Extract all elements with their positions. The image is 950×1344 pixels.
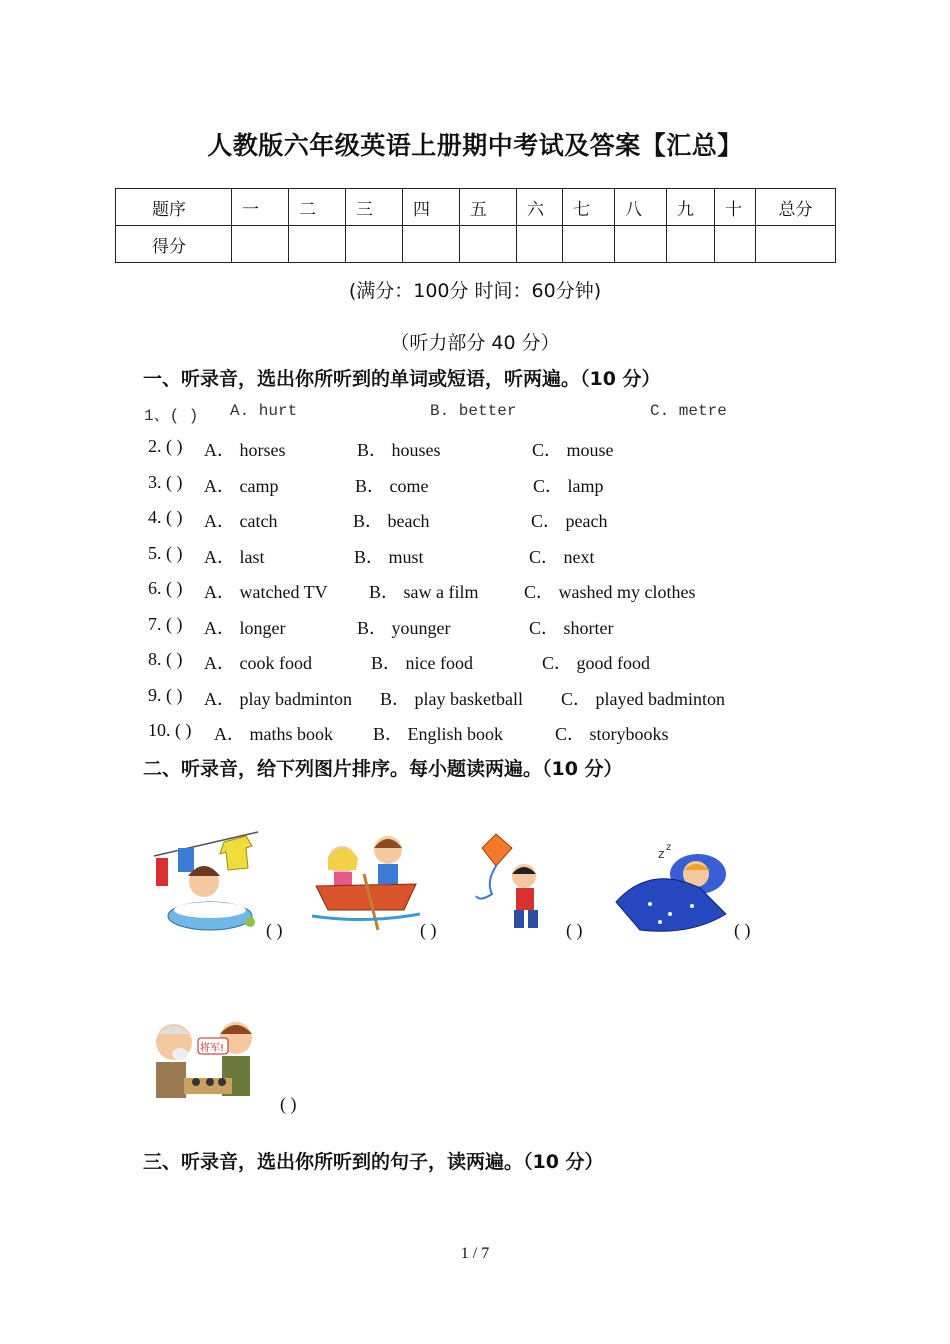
table-header-cell: 五 [460,189,517,226]
option-c[interactable]: C． shorter [529,618,614,638]
table-header-cell: 六 [517,189,563,226]
option-c[interactable]: C． played badminton [561,689,725,709]
rowing-boat-image [312,830,420,934]
question-number: 8. ( ) [148,649,183,669]
option-a[interactable]: A． maths book [214,724,333,744]
score-label-cell: 得分 [116,226,232,263]
question-number: 3. ( ) [148,472,183,492]
table-header-cell: 总分 [756,189,836,226]
answer-blank[interactable]: ( ) [566,920,583,940]
table-header-cell: 九 [667,189,715,226]
table-header-cell: 题序 [116,189,232,226]
table-header-cell: 七 [563,189,615,226]
score-cell[interactable] [460,226,517,263]
question-number: 9. ( ) [148,685,183,705]
question-number: 10. ( ) [148,720,192,740]
question-number: 2. ( ) [148,436,183,456]
answer-blank[interactable]: ( ) [734,920,751,940]
table-header-cell: 八 [615,189,667,226]
score-cell[interactable] [232,226,289,263]
washing-clothes-image [150,824,262,934]
score-cell[interactable] [756,226,836,263]
option-a[interactable]: A． play badminton [204,689,352,709]
option-c[interactable]: C． next [529,547,595,567]
listening-part-label: （听力部分 40 分） [390,332,560,354]
score-table-header-row [116,189,836,226]
section2-heading: 二、听录音，给下列图片排序。每小题读两遍。（10 分） [143,758,623,780]
chess-sign-text: 将军! [200,1043,225,1054]
option-a[interactable]: A． catch [204,511,278,531]
option-a[interactable]: A. hurt [230,402,298,420]
option-c[interactable]: C． mouse [532,440,614,460]
playing-chess-image [140,1012,264,1108]
score-cell[interactable] [289,226,346,263]
option-b[interactable]: B． come [355,476,429,496]
option-b[interactable]: B． must [354,547,424,567]
table-header-cell: 十 [715,189,756,226]
answer-blank[interactable]: ( ) [266,920,283,940]
option-c[interactable]: C． storybooks [555,724,669,744]
score-table-score-row [116,226,836,263]
answer-blank[interactable]: ( ) [420,920,437,940]
option-b[interactable]: B． beach [353,511,430,531]
score-cell[interactable] [667,226,715,263]
score-cell[interactable] [346,226,403,263]
option-a[interactable]: A． camp [204,476,279,496]
table-header-cell: 四 [403,189,460,226]
score-table [115,188,836,263]
score-cell[interactable] [615,226,667,263]
option-a[interactable]: A． last [204,547,265,567]
option-b[interactable]: B． English book [373,724,504,744]
option-c[interactable]: C． good food [542,653,650,673]
full-score-info: (满分：100分 时间：60分钟) [348,280,602,302]
table-header-cell: 三 [346,189,403,226]
question-number: 6. ( ) [148,578,183,598]
score-cell[interactable] [517,226,563,263]
score-cell[interactable] [563,226,615,263]
score-cell[interactable] [403,226,460,263]
question-number: 5. ( ) [148,543,183,563]
option-c[interactable]: C． peach [531,511,608,531]
table-header-cell: 一 [232,189,289,226]
option-b[interactable]: B． nice food [371,653,473,673]
option-a[interactable]: A． watched TV [204,582,328,602]
flying-kite-image [470,832,560,936]
option-b[interactable]: B． younger [357,618,451,638]
option-b[interactable]: B． houses [357,440,441,460]
question-number: 1、( ) [144,407,199,425]
option-c[interactable]: C． lamp [533,476,604,496]
page-title: 人教版六年级英语上册期中考试及答案【汇总】 [207,131,743,160]
sleeping-image [610,840,732,938]
page-number: 1 / 7 [460,1245,490,1262]
option-a[interactable]: A． cook food [204,653,312,673]
score-cell[interactable] [715,226,756,263]
option-b[interactable]: B． play basketball [380,689,523,709]
option-a[interactable]: A． horses [204,440,286,460]
section3-heading: 三、听录音，选出你所听到的句子，读两遍。（10 分） [143,1151,604,1173]
option-b[interactable]: B． saw a film [369,582,479,602]
answer-blank[interactable]: ( ) [280,1094,297,1114]
section1-heading: 一、听录音，选出你所听到的单词或短语，听两遍。（10 分） [143,368,661,390]
svg-text:z: z [658,847,665,861]
option-a[interactable]: A． longer [204,618,286,638]
question-number: 7. ( ) [148,614,183,634]
question-number: 4. ( ) [148,507,183,527]
option-b[interactable]: B. better [430,402,517,420]
option-c[interactable]: C． washed my clothes [524,582,696,602]
svg-text:z: z [666,842,672,853]
table-header-cell: 二 [289,189,346,226]
option-c[interactable]: C. metre [650,402,727,420]
